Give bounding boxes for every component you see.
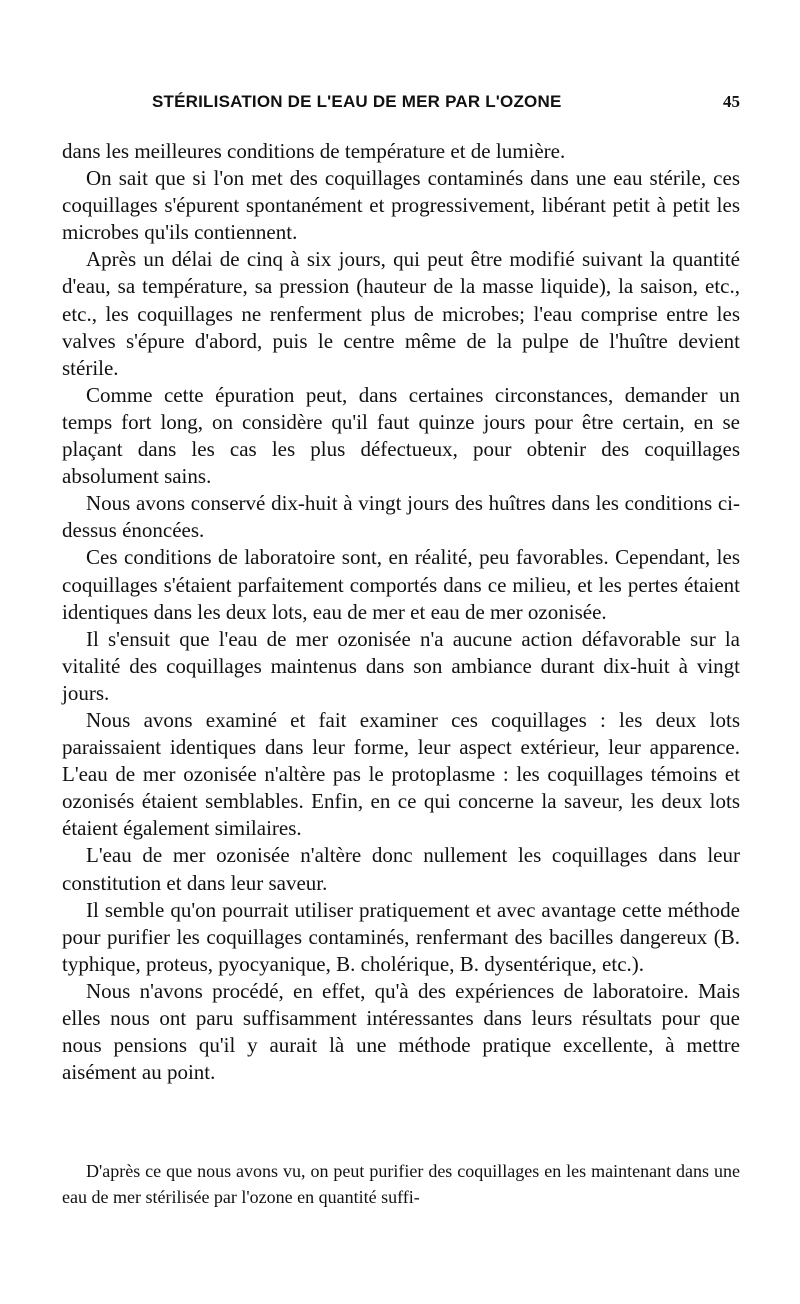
- paragraph: Comme cette épuration peut, dans certaines circonstances, demander un temps fort long, on considère qu'il faut quinze jours pour être certain, en se plaçant dans les cas les plus défectueux, pour obtenir des coquillages absolument sains.: [62, 382, 740, 489]
- page-header: [64, 92, 740, 122]
- paragraph: L'eau de mer ozonisée n'altère donc nullement les coquillages dans leur constitution et dans leur saveur.: [62, 843, 740, 895]
- paragraph: Il semble qu'on pourrait utiliser pratiquement et avec avantage cette méthode pour purifier les coquillages contaminés, renfermant des bacilles dangereux (B. typhique, proteus, pyocyanique, B. cholérique, B. dysentérique, etc.).: [62, 897, 740, 976]
- running-title: STÉRILISATION DE L'EAU DE MER PAR L'OZONE: [152, 92, 562, 111]
- paragraph: Nous n'avons procédé, en effet, qu'à des expériences de laboratoire. Mais elles nous ont paru suffisamment intéressantes dans leurs résultats pour que nous pensions qu'il y aurait là une méthode pratique excellente, à mettre aisément au point.: [62, 978, 740, 1085]
- paragraph: Il s'ensuit que l'eau de mer ozonisée n'a aucune action défavorable sur la vitalité des coquillages maintenus dans son ambiance durant dix-huit à vingt jours.: [62, 626, 740, 705]
- paragraph-continuation: dans les meilleures conditions de température et de lumière.: [62, 139, 566, 163]
- body-text: [62, 138, 740, 1086]
- small-print-section: [62, 1158, 740, 1210]
- paragraph: On sait que si l'on met des coquillages contaminés dans une eau stérile, ces coquillages s'épurent spontanément et progressivement, libérant petit à petit les microbes qu'ils contiennent.: [62, 166, 740, 245]
- paragraph: Nous avons conservé dix-huit à vingt jours des huîtres dans les conditions ci-dessus énoncées.: [62, 491, 740, 543]
- paragraph: Après un délai de cinq à six jours, qui peut être modifié suivant la quantité d'eau, sa température, sa pression (hauteur de la masse liquide), la saison, etc., etc., les coquillages ne renferment plus de microbes; l'eau comprise entre les valves s'épure d'abord, puis le centre même de la pulpe de l'huître devient stérile.: [62, 247, 740, 380]
- small-paragraph: D'après ce que nous avons vu, on peut purifier des coquillages en les maintenant dans une eau de mer stérilisée par l'ozone en quantité suffi-: [62, 1161, 740, 1207]
- paragraph: Nous avons examiné et fait examiner ces coquillages : les deux lots paraissaient identiques dans leur forme, leur aspect extérieur, leur apparence. L'eau de mer ozonisée n'altère pas le protoplasme : les coquillages témoins et ozonisés étaient semblables. Enfin, en ce qui concerne la saveur, les deux lots étaient également similaires.: [62, 707, 740, 841]
- paragraph: Ces conditions de laboratoire sont, en réalité, peu favorables. Cependant, les coquillages s'étaient parfaitement comportés dans ce milieu, et les pertes étaient identiques dans les deux lots, eau de mer et eau de mer ozonisée.: [62, 545, 740, 624]
- page-number: 45: [723, 92, 740, 111]
